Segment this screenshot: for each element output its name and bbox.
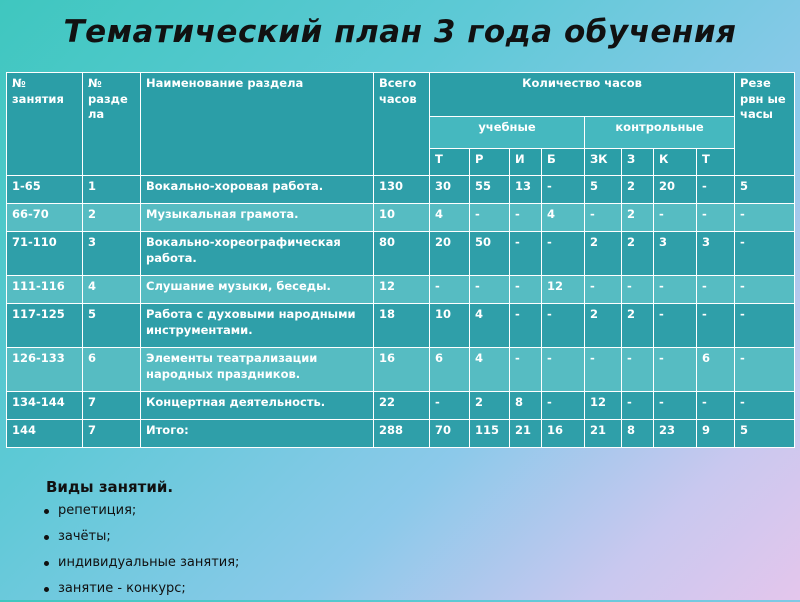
- header-study: учебные: [430, 117, 585, 149]
- cell: 80: [374, 232, 430, 276]
- total-label: Итого:: [141, 420, 374, 448]
- cell: -: [585, 276, 622, 304]
- cell: 4: [470, 304, 510, 348]
- bullet-icon: [44, 561, 49, 566]
- list-item: [30, 498, 239, 524]
- cell: 20: [654, 176, 697, 204]
- list-item: [30, 576, 239, 602]
- cell: -: [735, 392, 795, 420]
- header-sub-k: К: [654, 149, 697, 176]
- header-sub-b: Б: [542, 149, 585, 176]
- cell: -: [430, 392, 470, 420]
- cell: -: [510, 348, 542, 392]
- cell: Концертная деятельность.: [141, 392, 374, 420]
- thematic-plan-table: [6, 72, 795, 448]
- cell: 115: [470, 420, 510, 448]
- header-reserve-hours: Резе рвн ые часы: [735, 73, 795, 176]
- cell: -: [622, 276, 654, 304]
- cell: 7: [83, 420, 141, 448]
- cell: 16: [374, 348, 430, 392]
- cell: 22: [374, 392, 430, 420]
- cell: 18: [374, 304, 430, 348]
- cell: -: [510, 276, 542, 304]
- cell: 6: [430, 348, 470, 392]
- cell: 55: [470, 176, 510, 204]
- cell: 4: [470, 348, 510, 392]
- cell: 13: [510, 176, 542, 204]
- cell: 3: [83, 232, 141, 276]
- cell: -: [735, 348, 795, 392]
- cell: 23: [654, 420, 697, 448]
- cell: -: [542, 176, 585, 204]
- cell: Музыкальная грамота.: [141, 204, 374, 232]
- cell: 2: [622, 176, 654, 204]
- table-row: [7, 204, 795, 232]
- cell: 134-144: [7, 392, 83, 420]
- cell: -: [735, 232, 795, 276]
- cell: Работа с духовыми народными инструментами.: [141, 304, 374, 348]
- cell: 10: [374, 204, 430, 232]
- cell: -: [510, 304, 542, 348]
- cell: -: [654, 204, 697, 232]
- list-item: [30, 550, 239, 576]
- table-row: [7, 276, 795, 304]
- cell: 126-133: [7, 348, 83, 392]
- cell: 7: [83, 392, 141, 420]
- cell: 20: [430, 232, 470, 276]
- cell: 2: [83, 204, 141, 232]
- cell: 288: [374, 420, 430, 448]
- views-list: [30, 498, 239, 602]
- cell: 2: [470, 392, 510, 420]
- list-item-text: репетиция;: [58, 503, 137, 518]
- cell: 1: [83, 176, 141, 204]
- cell: 144: [7, 420, 83, 448]
- cell: 5: [585, 176, 622, 204]
- header-sub-r: Р: [470, 149, 510, 176]
- header-lesson-no: № занятия: [7, 73, 83, 176]
- header-total-hours: Всего часов: [374, 73, 430, 176]
- cell: -: [697, 392, 735, 420]
- cell: -: [585, 204, 622, 232]
- cell: 12: [585, 392, 622, 420]
- table-row: [7, 348, 795, 392]
- cell: 12: [542, 276, 585, 304]
- cell: -: [697, 276, 735, 304]
- cell: 3: [697, 232, 735, 276]
- header-section-no: № разде ла: [83, 73, 141, 176]
- cell: 5: [735, 176, 795, 204]
- cell: 2: [585, 232, 622, 276]
- cell: -: [735, 276, 795, 304]
- cell: -: [697, 304, 735, 348]
- cell: -: [470, 276, 510, 304]
- cell: 2: [622, 304, 654, 348]
- header-sub-zk: ЗК: [585, 149, 622, 176]
- table-row: [7, 392, 795, 420]
- cell: 111-116: [7, 276, 83, 304]
- cell: -: [470, 204, 510, 232]
- cell: 21: [585, 420, 622, 448]
- cell: Вокально-хореографическая работа.: [141, 232, 374, 276]
- cell: -: [654, 392, 697, 420]
- cell: 71-110: [7, 232, 83, 276]
- cell: 50: [470, 232, 510, 276]
- header-sub-z: З: [622, 149, 654, 176]
- cell: 1-65: [7, 176, 83, 204]
- header-sub-t2: Т: [697, 149, 735, 176]
- header-sub-t: Т: [430, 149, 470, 176]
- list-item-text: занятие - конкурс;: [58, 581, 186, 596]
- cell: 6: [697, 348, 735, 392]
- cell: 12: [374, 276, 430, 304]
- cell: 8: [510, 392, 542, 420]
- cell: 2: [585, 304, 622, 348]
- cell: 2: [622, 232, 654, 276]
- header-control: контрольные: [585, 117, 735, 149]
- cell: -: [735, 304, 795, 348]
- cell: 4: [83, 276, 141, 304]
- bullet-icon: [44, 535, 49, 540]
- bullet-icon: [44, 509, 49, 514]
- cell: 4: [542, 204, 585, 232]
- cell: 9: [697, 420, 735, 448]
- cell: 8: [622, 420, 654, 448]
- cell: -: [654, 276, 697, 304]
- cell: 117-125: [7, 304, 83, 348]
- cell: 66-70: [7, 204, 83, 232]
- cell: -: [622, 348, 654, 392]
- cell: Слушание музыки, беседы.: [141, 276, 374, 304]
- header-section-name: Наименование раздела: [141, 73, 374, 176]
- cell: -: [430, 276, 470, 304]
- cell: -: [542, 348, 585, 392]
- cell: -: [697, 176, 735, 204]
- cell: Вокально-хоровая работа.: [141, 176, 374, 204]
- list-item: [30, 524, 239, 550]
- cell: -: [654, 348, 697, 392]
- cell: 70: [430, 420, 470, 448]
- cell: 30: [430, 176, 470, 204]
- page-title: Тематический план 3 года обучения: [63, 14, 737, 50]
- cell: 2: [622, 204, 654, 232]
- list-item-text: индивидуальные занятия;: [58, 555, 240, 570]
- table-row: [7, 232, 795, 276]
- cell: -: [622, 392, 654, 420]
- cell: -: [542, 392, 585, 420]
- header-sub-i: И: [510, 149, 542, 176]
- cell: Элементы театрализации народных праздников.: [141, 348, 374, 392]
- total-row: [7, 420, 795, 448]
- header-hours-count: Количество часов: [430, 73, 735, 117]
- cell: -: [510, 204, 542, 232]
- table-row: [7, 176, 795, 204]
- cell: -: [585, 348, 622, 392]
- cell: 130: [374, 176, 430, 204]
- views-heading: Виды занятий.: [46, 478, 174, 496]
- cell: 3: [654, 232, 697, 276]
- table-row: [7, 304, 795, 348]
- cell: 16: [542, 420, 585, 448]
- cell: -: [735, 204, 795, 232]
- cell: 4: [430, 204, 470, 232]
- cell: -: [510, 232, 542, 276]
- cell: -: [654, 304, 697, 348]
- cell: 5: [83, 304, 141, 348]
- list-item-text: зачёты;: [58, 529, 111, 544]
- cell: 5: [735, 420, 795, 448]
- cell: -: [697, 204, 735, 232]
- cell: 21: [510, 420, 542, 448]
- cell: -: [542, 232, 585, 276]
- cell: 10: [430, 304, 470, 348]
- bullet-icon: [44, 587, 49, 592]
- cell: -: [542, 304, 585, 348]
- cell: 6: [83, 348, 141, 392]
